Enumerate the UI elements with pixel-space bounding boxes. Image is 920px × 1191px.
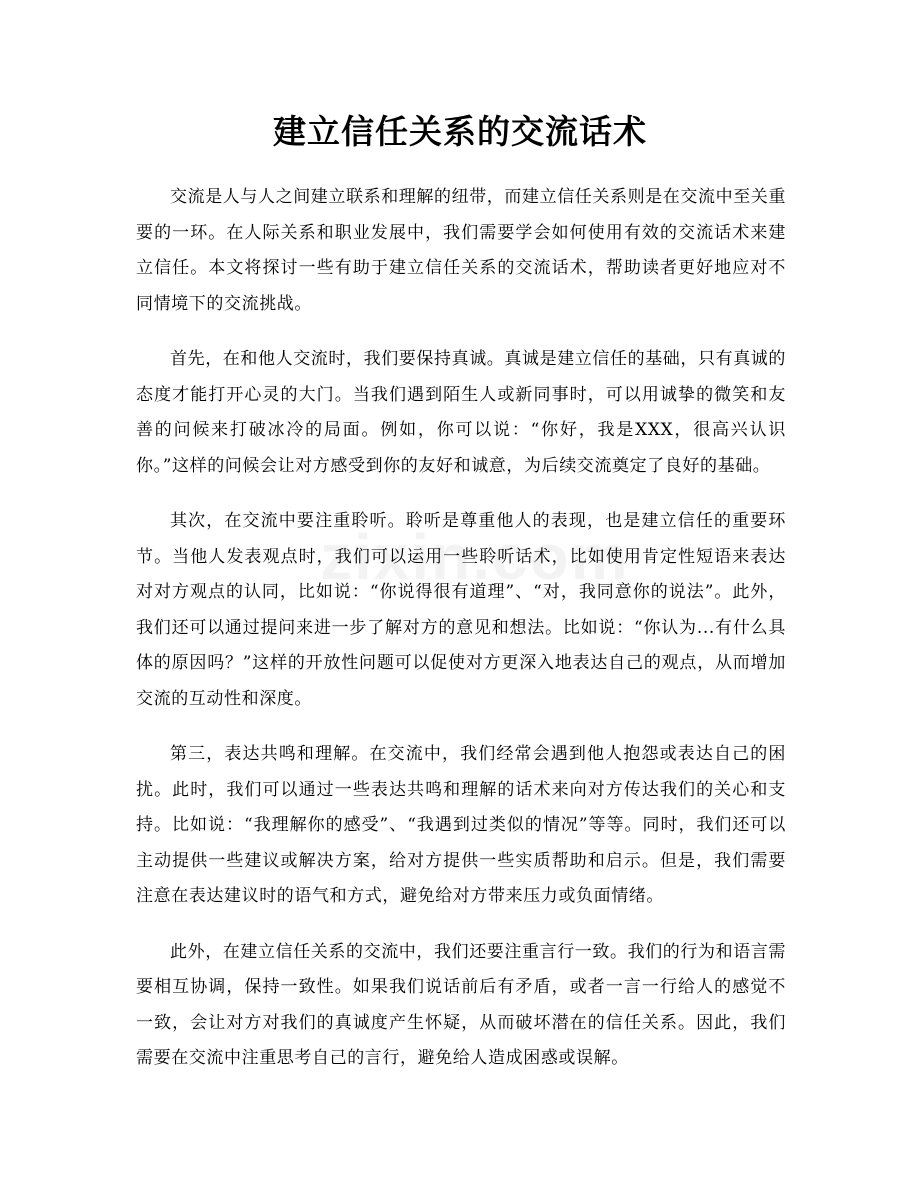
paragraph-consistency: 此外，在建立信任关系的交流中，我们还要注重言行一致。我们的行为和语言需要相互协调，保持一致性。如果我们说话前后有矛盾，或者一言一行给人的感觉不一致，会让对方对我们的真诚度产生怀疑，从而破坏潜在的信任关系。因此，我们需要在交流中注重思考自己的言行，避免给人造成困惑或误解。	[136, 941, 786, 1068]
paragraph-listening: 其次，在交流中要注重聆听。聆听是尊重他人的表现，也是建立信任的重要环节。当他人发表观点时，我们可以运用一些聆听话术，比如使用肯定性短语来表达对对方观点的认同，比如说：“你说得很有道理”、“对，我同意你的说法”。此外，我们还可以通过提问来进一步了解对方的意见和想法。比如说：“你认为...有什么具体的原因吗？”这样的开放性问题可以促使对方更深入地表达自己的观点，从而增加交流的互动性和深度。	[136, 511, 786, 709]
paragraph-empathy: 第三，表达共鸣和理解。在交流中，我们经常会遇到他人抱怨或表达自己的困扰。此时，我们可以通过一些表达共鸣和理解的话术来向对方传达我们的关心和支持。比如说：“我理解你的感受”、“我遇到过类似的情况”等等。同时，我们还可以主动提供一些建议或解决方案，给对方提供一些实质帮助和启示。但是，我们需要注意在表达建议时的语气和方式，避免给对方带来压力或负面情绪。	[136, 744, 786, 906]
page-title: 建立信任关系的交流话术	[273, 112, 647, 151]
paragraph-sincerity: 首先，在和他人交流时，我们要保持真诚。真诚是建立信任的基础，只有真诚的态度才能打开心灵的大门。当我们遇到陌生人或新同事时，可以用诚挚的微笑和友善的问候来打破冰冷的局面。例如，你可以说：“你好，我是XXX，很高兴认识你。”这样的问候会让对方感受到你的友好和诚意，为后续交流奠定了良好的基础。	[136, 349, 786, 476]
document-body	[136, 180, 786, 1097]
paragraph-intro: 交流是人与人之间建立联系和理解的纽带，而建立信任关系则是在交流中至关重要的一环。在人际关系和职业发展中，我们需要学会如何使用有效的交流话术来建立信任。本文将探讨一些有助于建立信任关系的交流话术，帮助读者更好地应对不同情境下的交流挑战。	[136, 187, 786, 314]
